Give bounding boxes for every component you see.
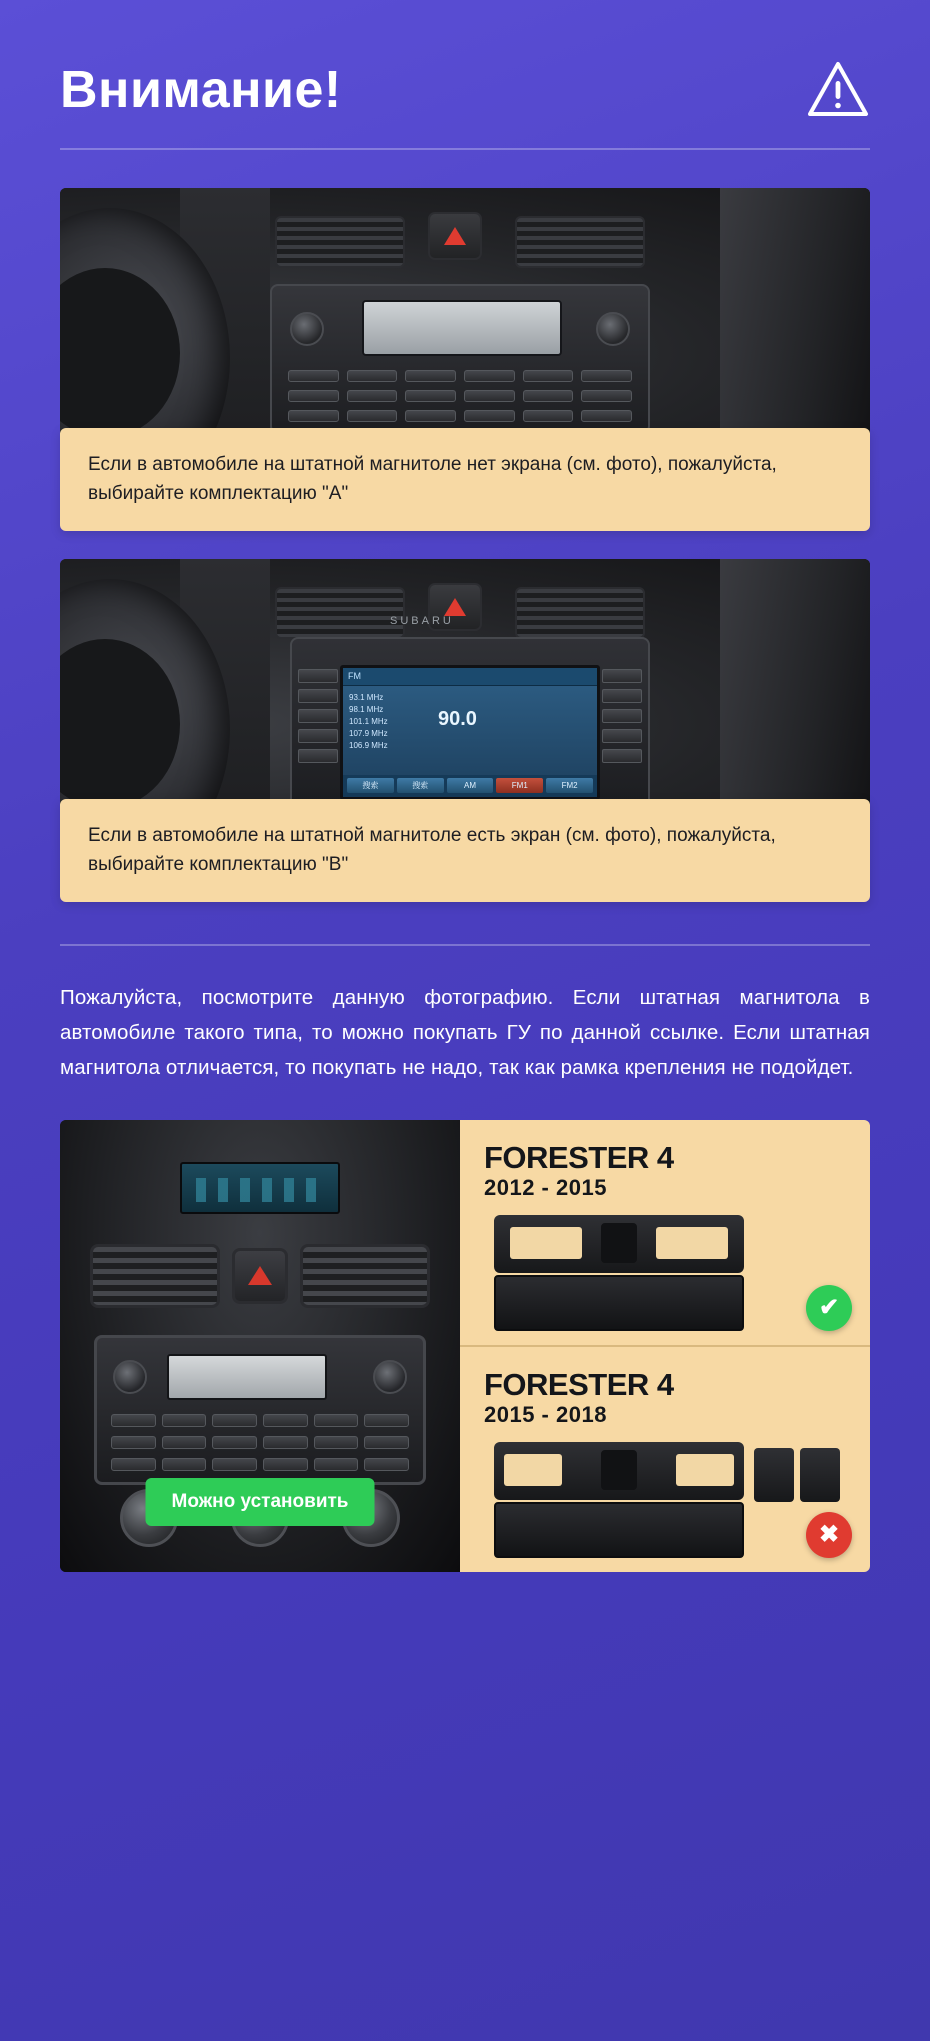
tune-knob [596, 312, 630, 346]
frame-illustration-1 [484, 1215, 846, 1335]
volume-knob [290, 312, 324, 346]
section-variant-a [60, 188, 870, 531]
frame-upper-panel-2 [494, 1442, 744, 1500]
frame-brackets [754, 1448, 840, 1502]
button-row-3 [288, 410, 632, 424]
button-row-2 [288, 390, 632, 404]
knob-left [113, 1360, 147, 1394]
info-display [180, 1162, 340, 1214]
compatibility-block [60, 1120, 870, 1572]
center-vents [90, 1240, 430, 1312]
install-badge: Можно установить [146, 1478, 375, 1526]
photo-card-no-screen [60, 188, 870, 531]
frame-screen-cutout [494, 1275, 744, 1331]
model-list [460, 1120, 870, 1572]
radio-button-bar: 搜索 搜索 AM FM1 FM2 [343, 775, 597, 797]
model-name: FORESTER 4 [484, 1139, 674, 1175]
hazard-button [428, 212, 482, 260]
frame-illustration-2 [484, 1442, 846, 1562]
warning-triangle-icon [806, 58, 870, 122]
head-unit-display [362, 300, 562, 356]
head-unit-display-3 [167, 1354, 327, 1400]
vent-left [90, 1244, 220, 1308]
model-card-2012-2015 [460, 1120, 870, 1345]
photo-card-with-screen [60, 559, 870, 902]
status-badge-compatible: ✔ [806, 1285, 852, 1331]
body-divider [60, 944, 870, 946]
radio-preset-list: 93.1 MHz 98.1 MHz 101.1 MHz 107.9 MHz 106.9 MHz [349, 692, 388, 750]
button-row-1 [288, 370, 632, 384]
model-card-2015-2018 [460, 1345, 870, 1572]
frame-screen-cutout-2 [494, 1502, 744, 1558]
brand-label: SUBARU [390, 614, 454, 627]
air-vent-left [275, 216, 405, 268]
body-paragraph: Пожалуйста, посмотрите данную фотографию. Если штатная магнитола в автомобиле такого типа, то можно покупать ГУ по данной ссылке. Если штатная магнитола отличается, то покупать не надо, так как рамка крепления не подойдет. [60, 985, 870, 1080]
model-name: FORESTER 4 [484, 1366, 674, 1402]
left-side-buttons [298, 669, 338, 763]
status-badge-incompatible: ✖ [806, 1512, 852, 1558]
air-vent-left-2 [275, 587, 405, 639]
air-vent-right-2 [515, 587, 645, 639]
header-divider [60, 148, 870, 150]
radio-band-label: FM [343, 668, 597, 686]
caption-variant-a: Если в автомобиле на штатной магнитоле нет экрана (см. фото), пожалуйста, выбирайте комплектацию "A" [60, 428, 870, 531]
hazard-button-3 [232, 1248, 288, 1304]
air-vent-right [515, 216, 645, 268]
page-header [60, 48, 870, 148]
caption-variant-b: Если в автомобиле на штатной магнитоле есть экран (см. фото), пожалуйста, выбирайте комплектацию "B" [60, 799, 870, 902]
radio-display [340, 665, 600, 800]
knob-right [373, 1360, 407, 1394]
vent-right [300, 1244, 430, 1308]
frame-upper-panel [494, 1215, 744, 1273]
page-title: Внимание! [60, 60, 342, 119]
bottom-spacer [60, 1572, 870, 1612]
factory-head-unit-3 [94, 1335, 426, 1485]
model-years: 2012 - 2015 [484, 1174, 607, 1200]
factory-head-unit [270, 284, 650, 434]
right-side-buttons [602, 669, 642, 763]
section-variant-b [60, 559, 870, 902]
model-years: 2015 - 2018 [484, 1401, 607, 1427]
radio-frequency: 90.0 [438, 707, 477, 730]
vehicle-photo [60, 1120, 460, 1572]
